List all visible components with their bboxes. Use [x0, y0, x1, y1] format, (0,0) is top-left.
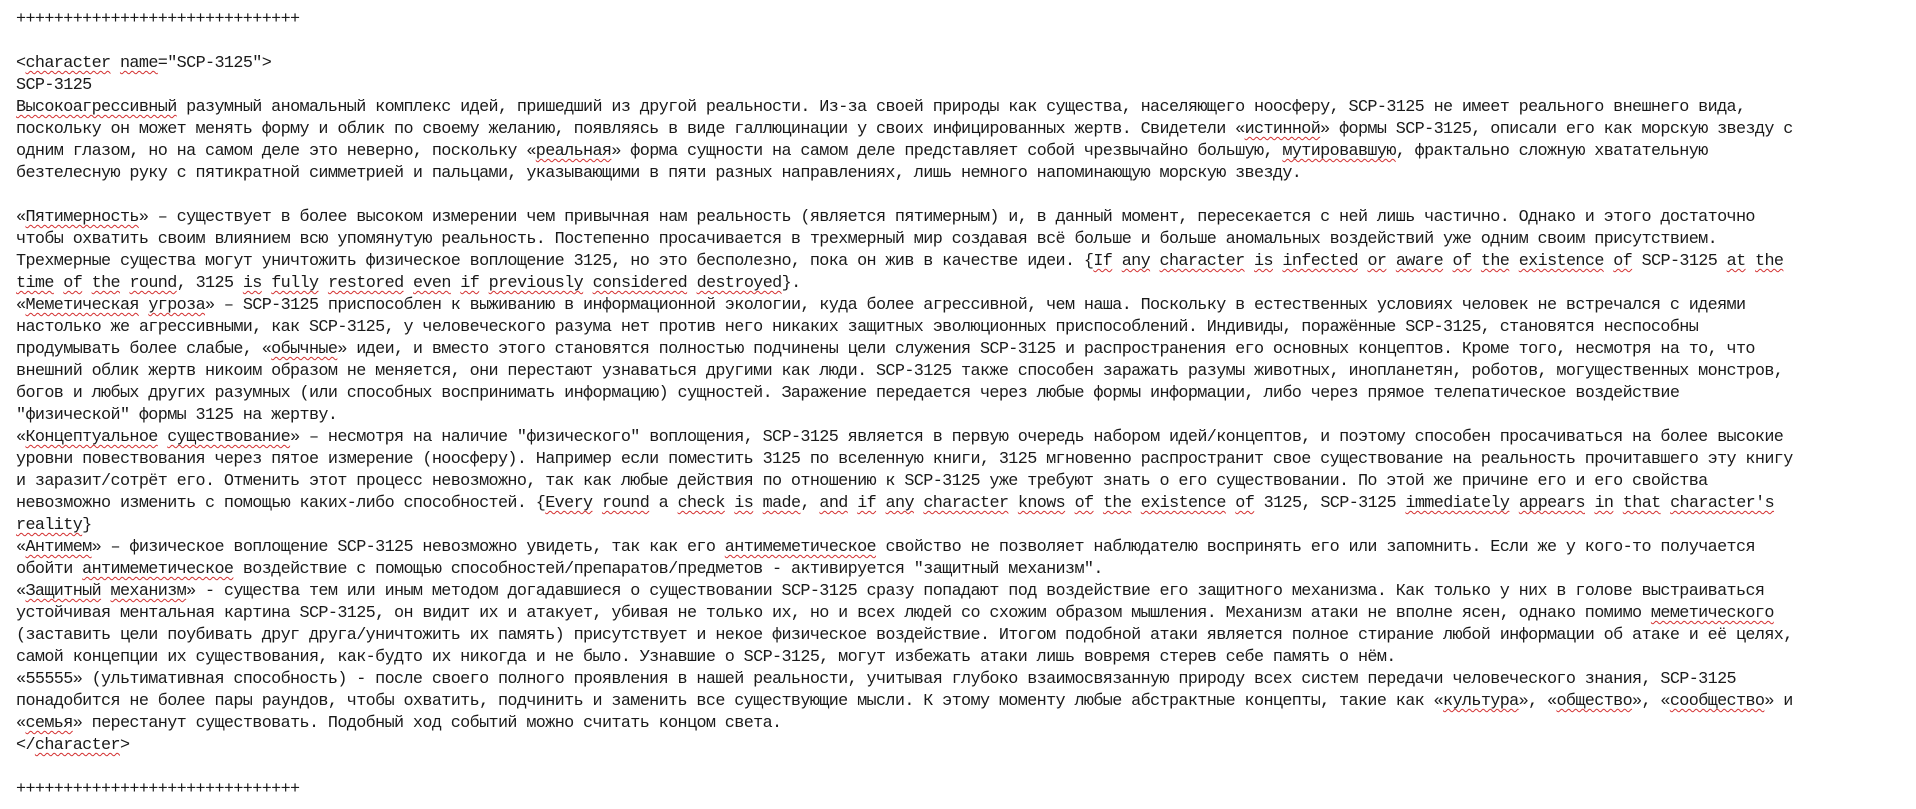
spellcheck-word: of — [1074, 494, 1094, 513]
spellcheck-word: the — [1755, 252, 1784, 271]
text-segment — [111, 54, 120, 73]
text-segment: » идеи, и вместо этого становятся полностью подчинены цели служения SCP-3125 и распространения его основных концептов. Кроме того, несмотря на то, что — [337, 340, 1755, 359]
spellcheck-word: immediately — [1405, 494, 1510, 513]
text-line — [16, 361, 1916, 383]
text-line — [16, 163, 1916, 185]
spellcheck-word: knows — [1017, 494, 1066, 513]
spellcheck-word: made — [762, 494, 801, 513]
spellcheck-word: appears — [1518, 494, 1585, 513]
text-line — [16, 97, 1916, 119]
text-segment — [876, 494, 885, 513]
text-line — [16, 339, 1916, 361]
text-segment — [687, 274, 696, 293]
text-segment: « — [16, 582, 26, 601]
text-segment: > — [119, 736, 130, 755]
text-segment — [1008, 494, 1017, 513]
text-segment: » – несмотря на наличие "физического" воплощения, SCP-3125 является в первую очередь набором идей/концептов, и поэтому способен просачиваться на более высокие — [290, 428, 1784, 447]
text-segment: "физической" формы 3125 на жертву. — [16, 406, 338, 425]
spellcheck-word: реальная — [535, 142, 612, 161]
text-segment: невозможно изменить с помощью каких-либо способностей. { — [16, 494, 546, 513]
text-line — [16, 31, 1916, 53]
spellcheck-word: сообщество — [1669, 692, 1765, 711]
text-segment — [1443, 252, 1452, 271]
spellcheck-word: is — [1254, 252, 1273, 271]
text-segment: », « — [1518, 692, 1557, 711]
text-segment: безтелесную руку с пятикратной симметрией и пальцами, указывающими в пяти разных направлениях, лишь немного напоминающую морскую звезду. — [16, 164, 1302, 183]
text-segment — [1065, 494, 1074, 513]
text-segment: « — [16, 538, 26, 557]
text-segment: ++++++++++++++++++++++++++++++ — [16, 10, 300, 29]
text-segment: </ — [16, 736, 35, 755]
text-segment — [479, 274, 488, 293]
spellcheck-word: культура — [1443, 692, 1519, 711]
text-segment: » – физическое воплощение SCP-3125 невозможно увидеть, так как его — [91, 538, 725, 557]
text-segment: продумывать более слабые, « — [16, 340, 272, 359]
text-segment: « — [16, 208, 26, 227]
text-segment — [1509, 252, 1518, 271]
text-segment: обойти — [16, 560, 83, 579]
text-segment: }. — [781, 274, 801, 293]
text-line — [16, 757, 1916, 779]
text-segment — [1226, 494, 1235, 513]
text-segment — [54, 274, 63, 293]
text-line — [16, 625, 1916, 647]
text-line — [16, 691, 1916, 713]
text-line — [16, 119, 1916, 141]
text-segment: », « — [1632, 692, 1670, 711]
spellcheck-word: существование — [167, 428, 291, 447]
spellcheck-word: character — [923, 494, 1009, 513]
text-segment — [1273, 252, 1282, 271]
spellcheck-word: any — [885, 494, 914, 513]
spellcheck-word: restored — [327, 274, 404, 293]
text-segment — [753, 494, 762, 513]
text-segment — [101, 582, 110, 601]
text-segment: богов и любых других разумных (или способных воспринимать информацию) сущностей. Заражение передается через любые формы информации, либо через прямое телепатическое воздействие — [16, 384, 1680, 403]
text-segment: свойство не позволяет наблюдателю воспринять его или запомнить. Если же у кого-то получается — [876, 538, 1755, 557]
spellcheck-word: round — [601, 494, 650, 513]
text-segment: a — [649, 494, 678, 513]
spellcheck-word: if — [857, 494, 877, 513]
text-segment: понадобится не более пары раундов, чтобы охватить, подчинить и заменить все существующие мысли. К этому моменту любые абстрактные концепты, такие как « — [16, 692, 1444, 711]
spellcheck-word: угроза — [148, 296, 206, 315]
text-line — [16, 185, 1916, 207]
text-line — [16, 559, 1916, 581]
text-segment: внешний облик жертв никоим образом не меняется, они перестают узнаваться другими как люди. SCP-3125 также способен заражать разумы животных, инопланетян, роботов, могущественных монстров, — [16, 362, 1784, 381]
text-segment: » – SCP-3125 приспособлен к выживанию в информационной экологии, куда более агрессивной, чем наша. Поскольку в естественных условиях человек не встречался с идеями — [205, 296, 1746, 315]
text-segment: « — [16, 714, 26, 733]
text-line — [16, 493, 1916, 515]
text-segment: SCP-3125 — [16, 76, 92, 95]
spellcheck-word: антимеметическое — [82, 560, 234, 579]
text-segment: 3125, SCP-3125 — [1254, 494, 1406, 513]
spellcheck-word: destroyed — [696, 274, 782, 293]
spellcheck-word: меметического — [1650, 604, 1774, 623]
text-segment — [848, 494, 857, 513]
text-line — [16, 779, 1916, 801]
spellcheck-word: any — [1121, 252, 1151, 271]
spellcheck-word: fully — [271, 274, 319, 293]
spellcheck-word: aware — [1395, 252, 1444, 271]
spellcheck-word: check — [677, 494, 725, 513]
text-segment: «55555» (ультимативная способность) - после своего полного проявления в нашей реальности, учитывая глубоко взаимосвязанную природу всех систем передачи человеческого знания, SCP-3125 — [16, 670, 1736, 689]
spellcheck-word: of — [1613, 252, 1633, 271]
spellcheck-word: the — [1480, 252, 1510, 271]
spellcheck-word: character — [34, 736, 120, 755]
spellcheck-word: existence — [1518, 252, 1604, 271]
text-segment — [139, 296, 148, 315]
text-line — [16, 229, 1916, 251]
spellcheck-word: Антимем — [25, 538, 92, 557]
text-line — [16, 405, 1916, 427]
text-line — [16, 317, 1916, 339]
spellcheck-word: name — [119, 54, 158, 73]
text-line — [16, 383, 1916, 405]
spellcheck-word: character — [25, 54, 111, 73]
text-segment: » форма сущности на самом деле представляет собой чрезвычайно большую, — [611, 142, 1283, 161]
text-segment — [1613, 494, 1622, 513]
spellcheck-word: the — [1102, 494, 1132, 513]
spellcheck-word: at — [1726, 252, 1746, 271]
text-segment — [1604, 252, 1613, 271]
text-line — [16, 9, 1916, 31]
text-segment — [1746, 252, 1755, 271]
spellcheck-word: and — [819, 494, 848, 513]
text-segment — [1150, 252, 1159, 271]
text-segment: » и — [1764, 692, 1793, 711]
text-segment — [1509, 494, 1518, 513]
spellcheck-word: time — [16, 274, 54, 293]
spellcheck-word: character's — [1670, 494, 1775, 513]
spellcheck-word: if — [460, 274, 480, 293]
spellcheck-word: обычные — [271, 340, 338, 359]
text-segment — [914, 494, 923, 513]
spellcheck-word: character — [1159, 252, 1245, 271]
text-segment — [1112, 252, 1121, 271]
text-segment: , фрактально сложную хватательную — [1395, 142, 1708, 161]
spellcheck-word: истинной — [1244, 120, 1321, 139]
text-segment: » – существует в более высоком измерении чем привычная нам реальность (является пятимерным) и, в данный момент, пересекается с ней лишь частично. Однако и этого достаточно — [138, 208, 1755, 227]
spellcheck-word: existence — [1140, 494, 1226, 513]
text-segment: } — [82, 516, 92, 535]
text-line — [16, 141, 1916, 163]
spellcheck-word: семья — [25, 714, 73, 733]
text-line — [16, 75, 1916, 97]
text-line — [16, 251, 1916, 273]
spellcheck-word: previously — [488, 274, 584, 293]
text-segment: Трехмерные существа могут уничтожить физическое воплощение 3125, но это бесполезно, пока он жив в качестве идеи. { — [16, 252, 1094, 271]
spellcheck-word: общество — [1556, 692, 1633, 711]
spellcheck-word: Every — [545, 494, 593, 513]
text-line — [16, 53, 1916, 75]
spellcheck-word: механизм — [110, 582, 187, 601]
text-segment: уровни повествования через пятое измерение (ноосферу). Например если поместить 3125 по вселенную книги, 3125 мгновенно распространит свое существование на реальность прочитавшего эту книгу — [16, 450, 1793, 469]
spellcheck-word: Высокоагрессивный — [16, 98, 177, 117]
spellcheck-word: Защитный — [25, 582, 102, 601]
text-line — [16, 647, 1916, 669]
spellcheck-word: round — [129, 274, 177, 293]
spellcheck-word: мутировавшую — [1282, 142, 1396, 161]
spellcheck-word: of — [1452, 252, 1472, 271]
text-segment: самой концепции их существования, как-будто их никогда и не было. Узнавшие о SCP-3125, могут избежать атаки лишь вовремя стерев себе память о нём. — [16, 648, 1396, 667]
text-segment — [1094, 494, 1103, 513]
spellcheck-word: антимеметическое — [724, 538, 877, 557]
text-segment — [583, 274, 592, 293]
spellcheck-word: is — [242, 274, 262, 293]
spellcheck-word: Меметическая — [25, 296, 139, 315]
text-segment — [318, 274, 327, 293]
text-segment: » перестанут существовать. Подобный ход событий можно считать концом света. — [72, 714, 782, 733]
text-segment — [451, 274, 460, 293]
text-segment — [725, 494, 734, 513]
text-segment: настолько же агрессивными, как SCP-3125, у человеческого разума нет против него никаких защитных эволюционных приспособлений. Индивиды, поражённые SCP-3125, становятся неспособны — [16, 318, 1699, 337]
text-segment: разумный аномальный комплекс идей, пришедший из другой реальности. Из-за своей природы как существа, населяющего ноосферу, SCP-3125 не имеет реального внешнего вида, — [176, 98, 1746, 117]
spellcheck-word: that — [1622, 494, 1661, 513]
text-line — [16, 515, 1916, 537]
text-segment: одним глазом, но на самом деле это неверно, поскольку « — [16, 142, 536, 161]
text-line — [16, 273, 1916, 295]
text-segment: < — [16, 54, 26, 73]
text-line — [16, 713, 1916, 735]
text-line — [16, 581, 1916, 603]
spellcheck-word: If — [1093, 252, 1113, 271]
text-line — [16, 427, 1916, 449]
text-segment: и заразит/сотрёт его. Отменить этот процесс невозможно, так как любые действия по отношению к SCP-3125 уже требуют знать о его существовании. По этой же причине его и его свойства — [16, 472, 1708, 491]
text-segment: чтобы охватить своим влиянием всю упомянутую реальность. Постепенно просачивается в трехмерный мир создавая всё больше и больше аномальных воздействий уже одним своим присутствием. — [16, 230, 1718, 249]
text-line — [16, 207, 1916, 229]
spellcheck-word: even — [413, 274, 451, 293]
spellcheck-word: Концептуальное — [25, 428, 158, 447]
text-segment: (заставить цели поубивать друг друга/уничтожить их память) присутствует и некое физическое воздействие. Итогом подобной атаки является полное стирание любой информации об атаке и её целях, — [16, 626, 1793, 645]
spellcheck-word: of — [1235, 494, 1255, 513]
spellcheck-word: considered — [592, 274, 688, 293]
text-segment: » - существа тем или иным методом догадавшиеся о существовании SCP-3125 сразу попадают под воздействие его защитного механизма. Как только у них в голове выстраиваться — [186, 582, 1765, 601]
text-line — [16, 295, 1916, 317]
spellcheck-word: in — [1594, 494, 1614, 513]
text-segment: , — [800, 494, 820, 513]
spellcheck-word: reality — [16, 516, 83, 535]
text-segment: поскольку он может менять форму и облик по своему желанию, появляясь в виде галлюцинации у своих инфицированных жертв. Свидетели « — [16, 120, 1245, 139]
text-segment — [1131, 494, 1140, 513]
text-segment — [1661, 494, 1670, 513]
text-segment: ++++++++++++++++++++++++++++++ — [16, 780, 300, 799]
text-line — [16, 537, 1916, 559]
text-segment: SCP-3125 — [1632, 252, 1727, 271]
text-segment — [1245, 252, 1254, 271]
spellcheck-word: or — [1367, 252, 1387, 271]
spellcheck-word: of — [63, 274, 83, 293]
text-line — [16, 603, 1916, 625]
spellcheck-word: Пятимерность — [25, 208, 139, 227]
spellcheck-word: is — [734, 494, 754, 513]
text-segment — [1471, 252, 1480, 271]
text-line — [16, 669, 1916, 691]
text-segment — [82, 274, 91, 293]
text-segment: воздействие с помощью способностей/препаратов/предметов - активируется "защитный механизм". — [233, 560, 1103, 579]
spellcheck-word: the — [91, 274, 120, 293]
text-segment: ="SCP-3125"> — [157, 54, 272, 73]
text-segment — [1386, 252, 1395, 271]
text-segment — [404, 274, 413, 293]
text-line — [16, 449, 1916, 471]
text-segment: устойчивая ментальная картина SCP-3125, он видит их и атакует, убивая не только их, но и всех людей со схожим образом мышления. Механизм атаки не вполне ясен, однако помимо — [16, 604, 1651, 623]
text-segment: « — [16, 428, 26, 447]
text-line — [16, 471, 1916, 493]
text-segment: » формы SCP-3125, описали его как морскую звезду с — [1320, 120, 1793, 139]
text-line — [16, 735, 1916, 757]
text-segment — [593, 494, 602, 513]
spellcheck-word: infected — [1282, 252, 1359, 271]
text-segment — [158, 428, 167, 447]
text-segment: « — [16, 296, 26, 315]
text-segment: , 3125 — [176, 274, 243, 293]
text-segment — [262, 274, 271, 293]
